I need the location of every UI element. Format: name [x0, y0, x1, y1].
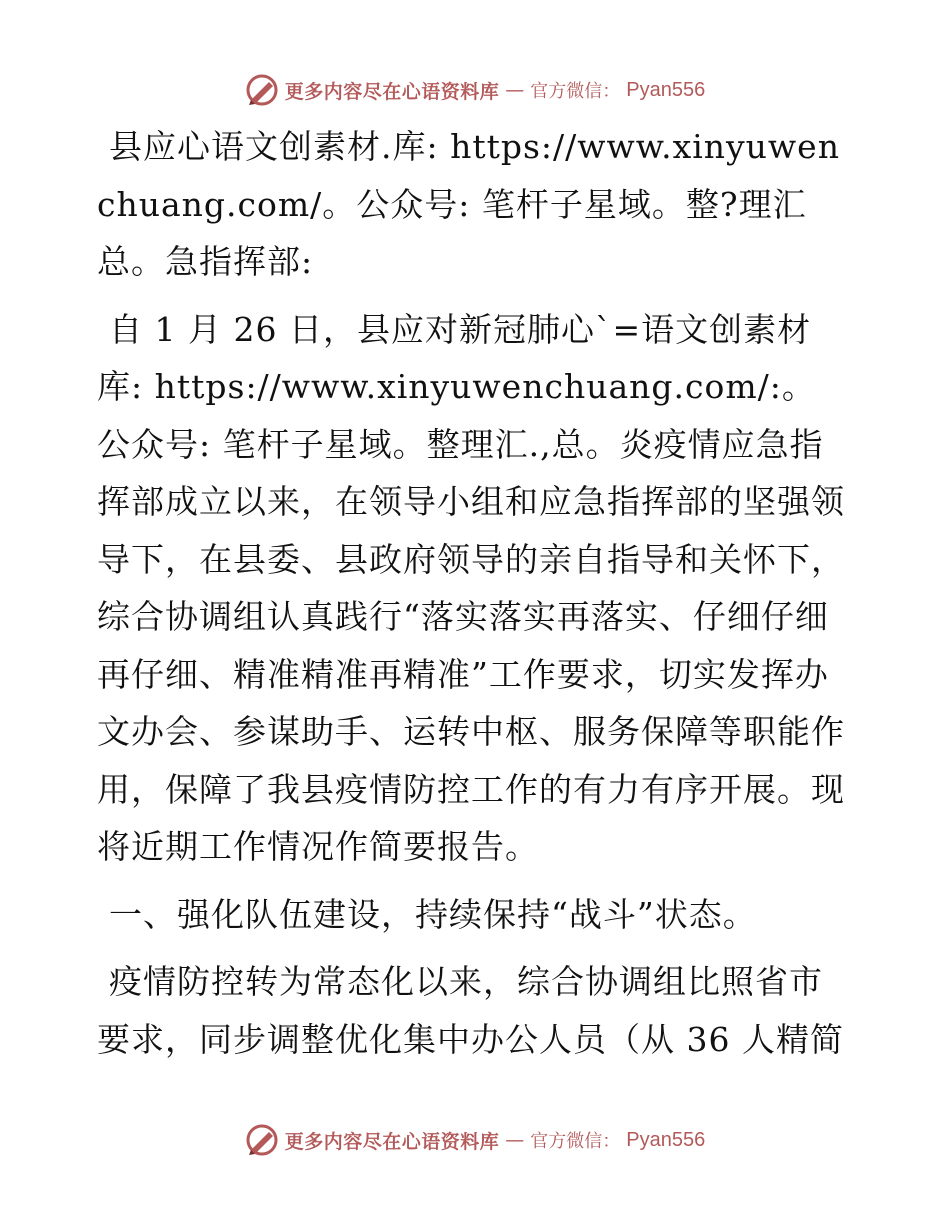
- banner-text: 更多内容尽在心语资料库: [284, 1130, 500, 1153]
- banner-wechat-id: Pyan556: [626, 78, 706, 101]
- footer-banner: [0, 1120, 950, 1160]
- header-banner: [0, 70, 950, 110]
- banner-text: 更多内容尽在心语资料库: [284, 80, 500, 103]
- banner-wechat-id: Pyan556: [626, 1128, 706, 1151]
- pen-logo-icon: [245, 73, 279, 107]
- pen-logo-icon: [245, 1123, 279, 1157]
- document-body: [97, 118, 849, 1078]
- banner-separator: —: [505, 79, 525, 101]
- section-heading: 一、强化队伍建设，持续保持“战斗”状态。: [109, 894, 757, 934]
- paragraph-intro: 县应心语文创素材.库: https://www.xinyuwenchuang.com/。公众号: 笔杆子星域。整?理汇总。急指挥部:: [97, 127, 840, 281]
- banner-wechat-label: 官方微信：: [530, 1131, 621, 1152]
- banner-wechat-label: 官方微信：: [530, 81, 621, 102]
- banner-separator: —: [505, 1129, 525, 1151]
- paragraph-section-one: 疫情防控转为常态化以来，综合协调组比照省市要求，同步调整优化集中办公人员（从 36 人精简: [97, 962, 844, 1059]
- paragraph-report: 自 1 月 26 日，县应对新冠肺心`=语文创素材库: https://www.xinyuwenchuang.com/:。公众号: 笔杆子星域。整理汇.,总。炎疫情应急指挥部成立以来，在领导小组和应急指挥部的坚强领导下，在县委、县政府领导的亲自指导和关怀下，综合协调组认真践行“落实落实再落实、仔细仔细再仔细、精准精准再精准”工作要求，切实发挥办文办会、参谋助手、运转中枢、服务保障等职能作用，保障了我县疫情防控工作的有力有序开展。现将近期工作情况作简要报告。: [97, 309, 845, 866]
